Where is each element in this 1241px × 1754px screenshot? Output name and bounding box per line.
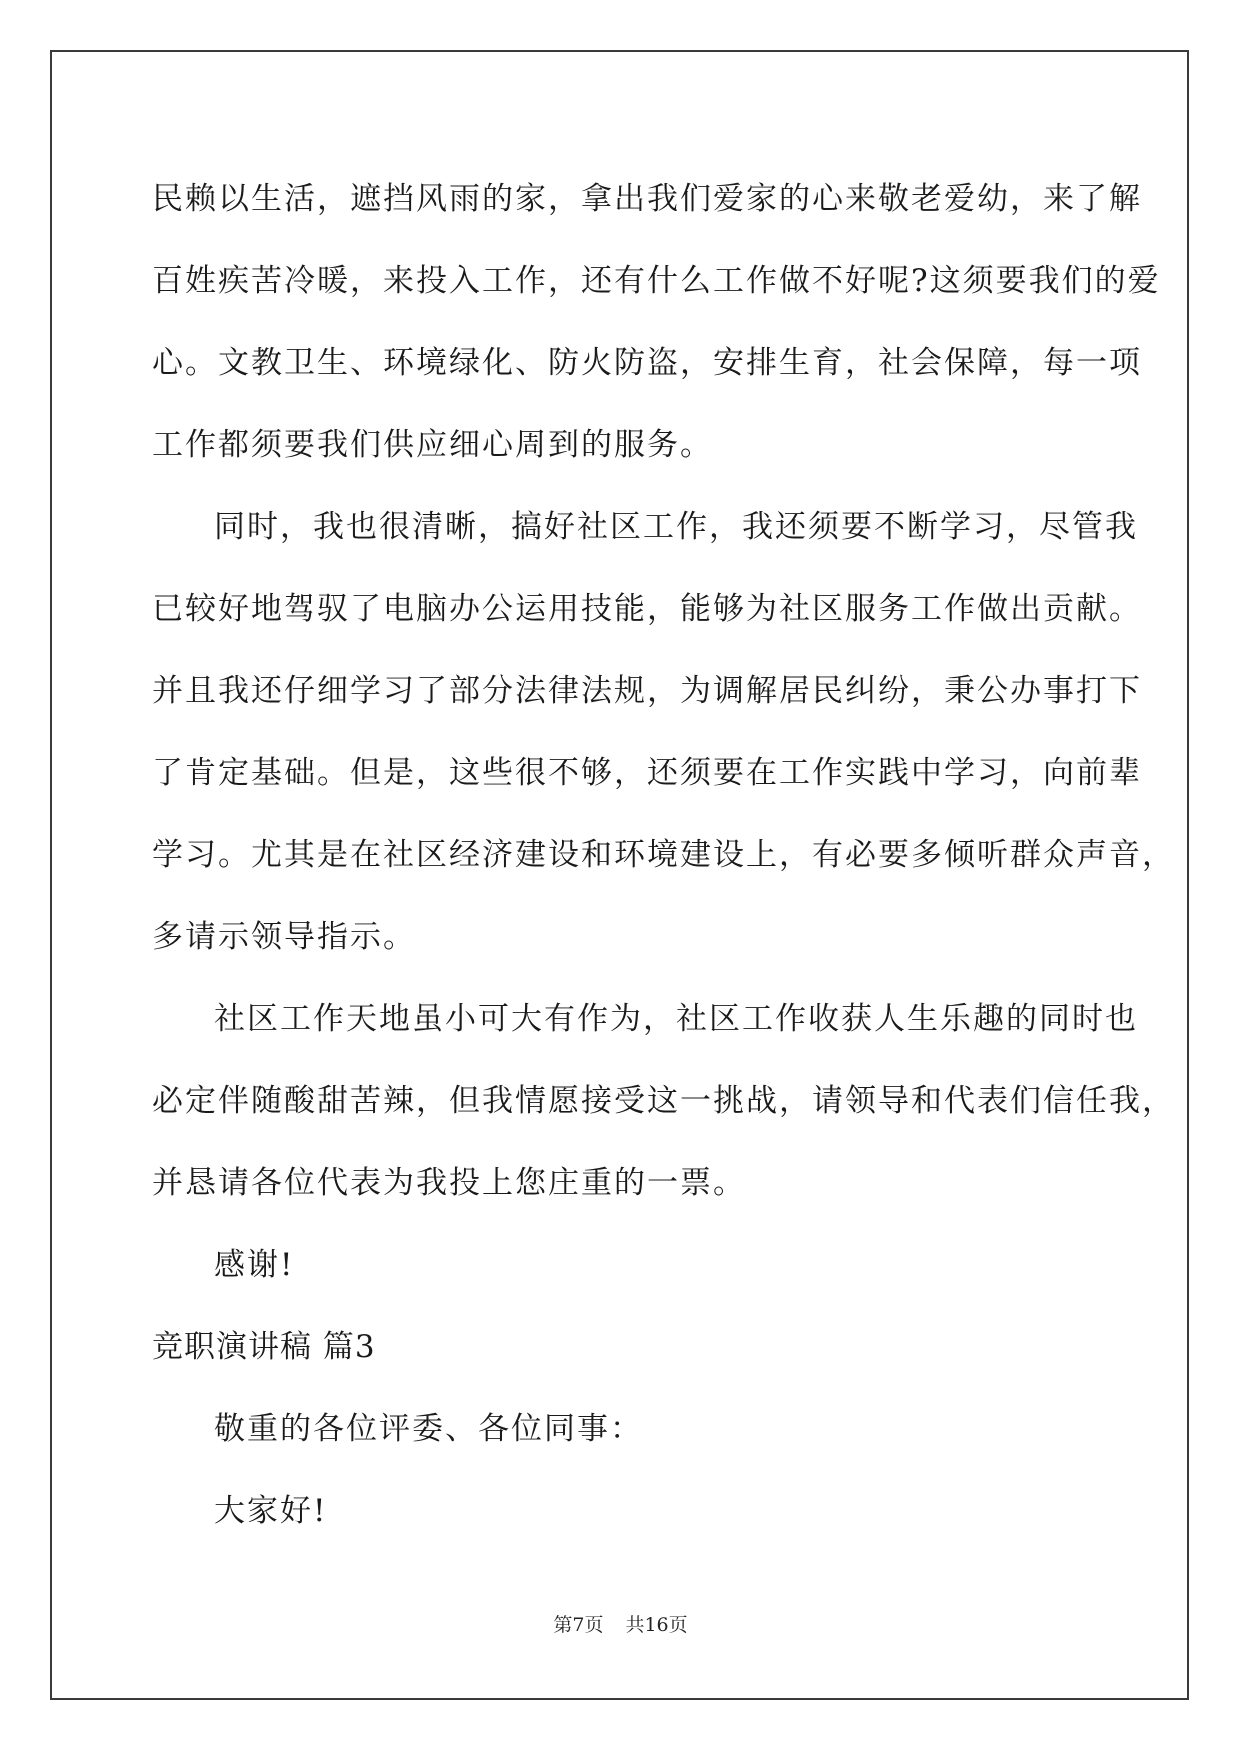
text-line: 社区工作天地虽小可大有作为，社区工作收获人生乐趣的同时也 xyxy=(214,1001,1138,1037)
page-number: 第7页 xyxy=(553,1614,604,1636)
text-line: 学习。尤其是在社区经济建设和环境建设上，有必要多倾听群众声音， xyxy=(152,837,1175,873)
salutation-line: 敬重的各位评委、各位同事： xyxy=(214,1411,643,1447)
text-line: 心。文教卫生、环境绿化、防火防盗，安排生育，社会保障，每一项 xyxy=(152,345,1142,381)
text-line: 百姓疾苦冷暖，来投入工作，还有什么工作做不好呢?这须要我们的爱 xyxy=(152,263,1161,299)
text-line: 民赖以生活，遮挡风雨的家，拿出我们爱家的心来敬老爱幼，来了解 xyxy=(152,181,1142,217)
text-line: 多请示领导指示。 xyxy=(152,919,416,955)
text-line: 了肯定基础。但是，这些很不够，还须要在工作实践中学习，向前辈 xyxy=(152,755,1142,791)
document-body xyxy=(152,158,1175,1552)
text-line: 同时，我也很清晰，搞好社区工作，我还须要不断学习，尽管我 xyxy=(214,509,1138,545)
text-line: 必定伴随酸甜苦辣，但我情愿接受这一挑战，请领导和代表们信任我， xyxy=(152,1083,1175,1119)
greeting-line: 大家好! xyxy=(214,1493,328,1529)
text-line: 感谢! xyxy=(214,1247,295,1283)
page-total: 共16页 xyxy=(625,1614,688,1636)
page-footer xyxy=(0,1610,1241,1637)
text-line: 并且我还仔细学习了部分法律法规，为调解居民纠纷，秉公办事打下 xyxy=(152,673,1142,709)
text-line: 并恳请各位代表为我投上您庄重的一票。 xyxy=(152,1165,746,1201)
section-heading: 竞职演讲稿 篇3 xyxy=(152,1329,376,1365)
text-line: 工作都须要我们供应细心周到的服务。 xyxy=(152,427,713,463)
text-line: 已较好地驾驭了电脑办公运用技能，能够为社区服务工作做出贡献。 xyxy=(152,591,1142,627)
